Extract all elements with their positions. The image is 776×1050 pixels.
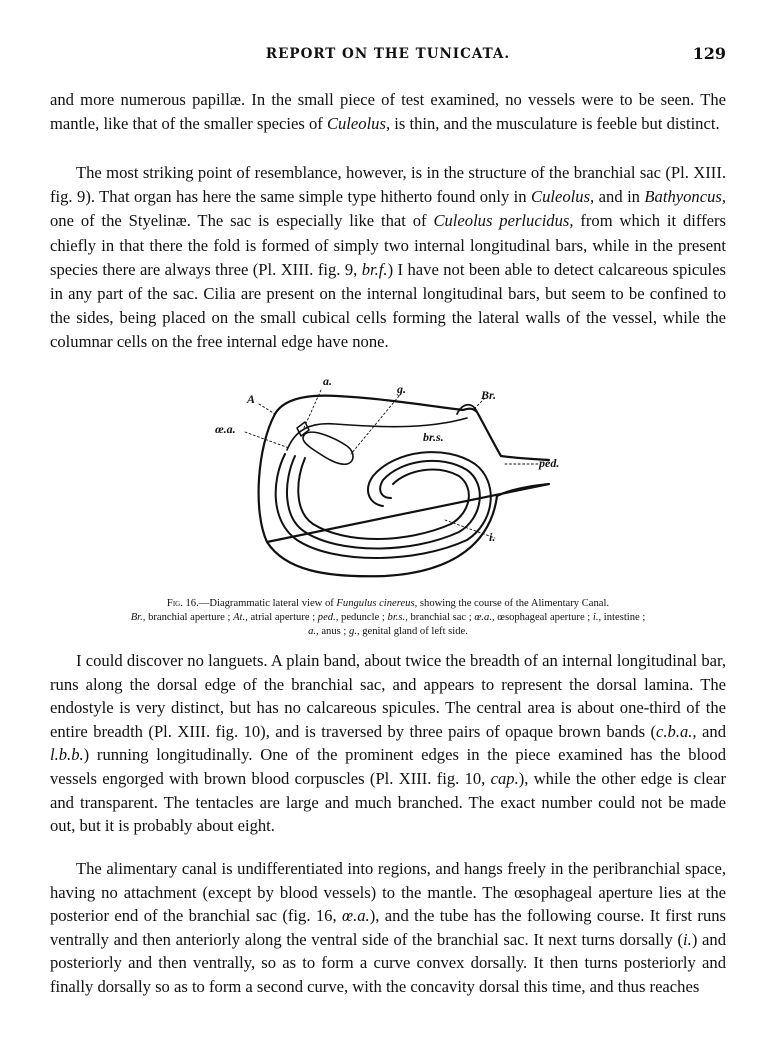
text-run: intestine ; (601, 612, 646, 623)
caption-line-1 (60, 597, 716, 611)
text-run: anus ; (318, 626, 350, 637)
text-run: The alimentary canal is undifferentiated into regions, and hangs freely in the peribranchial space, having no attachment (except by blood vessels) to the mantle. The œsophageal aperture lies at the posterior end of the branchial sac (fig. 16, (50, 859, 726, 926)
label-intestine: i. (489, 530, 496, 544)
label-peduncle: ped. (539, 456, 560, 470)
figure-16 (205, 372, 575, 590)
text-run: branchial aperture ; (145, 612, 234, 623)
intestine-middle (287, 456, 480, 549)
italic-run: l.b.b. (50, 745, 84, 765)
paragraph-4 (50, 857, 726, 999)
text-run: and (696, 721, 726, 741)
text-run: and in (594, 187, 645, 207)
text-run: is thin, and the musculature is feeble but distinct. (390, 114, 720, 134)
italic-run: Bathyoncus, (644, 187, 726, 207)
italic-run: i., (592, 612, 602, 623)
intestine-inner (298, 458, 469, 539)
text-run: genital gland of left side. (359, 626, 468, 637)
label-a: a. (323, 374, 332, 388)
paragraph-1 (50, 88, 726, 136)
caption-line-2 (60, 611, 716, 625)
italic-run: a., (308, 626, 319, 637)
text-run: ) and posteriorly and then ventrally, so as to form a curve convex dorsally. It then turns posteriorly and finally dorsally so as to form a second curve, with the concavity dorsal this time, and thus reaches (50, 929, 726, 996)
text-run: and more numerous papillæ. In the small piece of test examined, no vessels were to be seen. The mantle, like that of the smaller species of (50, 90, 726, 134)
text-run: ) I have not been able to detect calcareous spicules in any part of the sac. Cilia are present on the internal longitudinal bars, but seem to be confined to the sides, being placed on the small cubical cells forming the lateral walls of the vessel, while the columnar cells on the free internal edge have none. (50, 259, 726, 352)
italic-run: g., (349, 626, 360, 637)
paragraph-3 (50, 649, 726, 838)
alimentary-canal-diagram (205, 372, 575, 590)
label-branchial-aperture: Br. (481, 388, 497, 402)
italic-run: œ.a., (474, 612, 495, 623)
italic-run: œ.a. (342, 906, 370, 926)
caption-text-1: —Diagrammatic lateral view of (198, 598, 337, 609)
italic-run: i. (683, 929, 692, 949)
caption-line-3 (60, 625, 716, 639)
label-branchial-sac: br.s. (423, 430, 444, 444)
italic-run: br.f. (361, 259, 388, 279)
text-run: peduncle ; (338, 612, 388, 623)
italic-run: At., (233, 612, 248, 623)
label-atrial: A (247, 392, 256, 406)
text-run: œsophageal aperture ; (494, 612, 593, 623)
italic-run: Culeolus perlucidus, (433, 211, 574, 231)
italic-run: c.b.a., (656, 721, 697, 741)
italic-run: Br., (130, 612, 146, 623)
figure-caption (60, 597, 716, 639)
text-run: branchial sac ; (407, 612, 475, 623)
text-run: The most striking point of resemblance, however, is in the structure of the branchial sac (Pl. XIII. fig. 9). That organ has here the same simple type hitherto found only in (50, 163, 726, 207)
italic-run: ped., (317, 612, 339, 623)
italic-run: cap. (490, 768, 519, 788)
genital-gland (303, 432, 353, 464)
body-outline (259, 396, 549, 577)
italic-run: br.s., (387, 612, 408, 623)
label-oesophageal-aperture: œ.a. (215, 422, 236, 436)
intestine-outer (276, 452, 491, 558)
text-run: atrial aperture ; (247, 612, 318, 623)
text-run: I could discover no languets. A plain band, about twice the breadth of an internal longitudinal bar, runs along the dorsal edge of the branchial sac, and appears to represent the dorsal lamina. The endostyle is very distinct, but has no calcareous spicules. The central area is about one-third of the entire breadth (Pl. XIII. fig. 10), and is traversed by three pairs of opaque brown bands ( (50, 651, 726, 741)
text-run: ), and the tube has the following course. It first runs ventrally and then anteriorly along the ventral side of the branchial sac. It next turns dorsally ( (50, 906, 727, 949)
text-run: from which it differs chiefly in that there the fold is formed of simply two internal longitudinal bars, while in the present species there are always three (Pl. XIII. fig. 9, (50, 211, 726, 279)
page-number: 129 (692, 44, 726, 63)
label-g: g. (397, 382, 406, 396)
italic-run: Culeolus, (531, 187, 595, 207)
italic-run: Culeolus, (326, 114, 391, 134)
text-run: one of the Styelinæ. The sac is especially like that of (50, 211, 434, 231)
paragraph-2 (50, 161, 726, 355)
running-head: REPORT ON THE TUNICATA. (265, 46, 511, 62)
page-header (50, 44, 726, 68)
caption-species: Fungulus cinereus, (336, 598, 418, 609)
text-run: ) running longitudinally. One of the prominent edges in the piece examined has the blood vessels engorged with brown blood corpuscles (Pl. XIII. fig. 10, (50, 745, 726, 788)
text-run: ), while the other edge is clear and transparent. The tentacles are large and much branched. The exact number could not be made out, but it is probably about eight. (50, 768, 726, 836)
caption-text-2: showing the course of the Alimentary Canal. (417, 598, 610, 609)
caption-fig-label: Fig. 16. (166, 598, 199, 609)
